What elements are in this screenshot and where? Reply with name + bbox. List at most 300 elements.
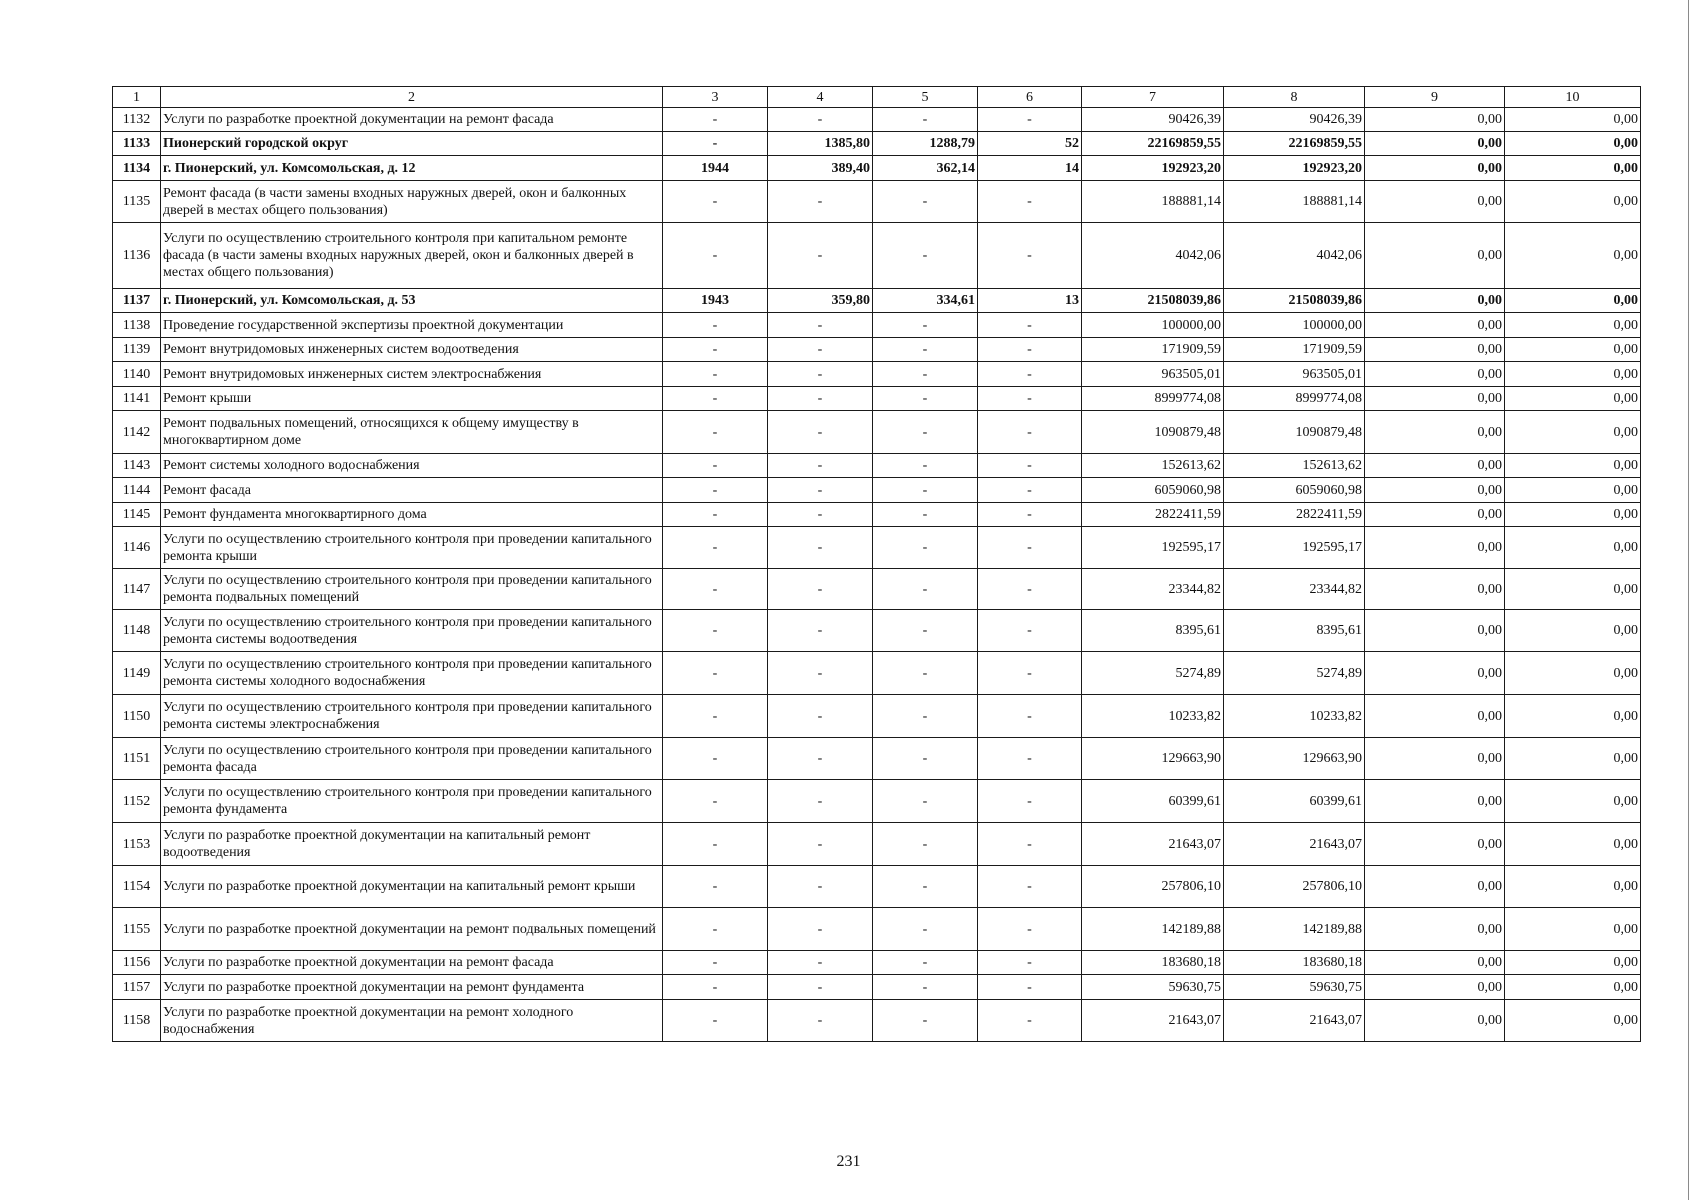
area-living-cell: 1288,79 bbox=[873, 132, 978, 156]
area-living-cell: - bbox=[873, 866, 978, 908]
row-number-cell: 1150 bbox=[113, 695, 161, 738]
table-row bbox=[113, 610, 1641, 652]
description-cell: Услуги по осуществлению строительного контроля при проведении капитального ремонта системы водоотведения bbox=[161, 610, 663, 652]
description-cell: Услуги по разработке проектной документации на капитальный ремонт водоотведения bbox=[161, 823, 663, 866]
year-cell: 1943 bbox=[663, 289, 768, 313]
table-row bbox=[113, 503, 1641, 527]
budget-cell: 0,00 bbox=[1365, 313, 1505, 338]
area-total-cell: - bbox=[768, 1000, 873, 1042]
description-cell: Услуги по разработке проектной документации на ремонт фундамента bbox=[161, 975, 663, 1000]
description-cell: Услуги по осуществлению строительного контроля при проведении капитального ремонта системы холодного водоснабжения bbox=[161, 652, 663, 695]
area-total-cell: - bbox=[768, 652, 873, 695]
row-number-cell: 1144 bbox=[113, 478, 161, 503]
year-cell: - bbox=[663, 338, 768, 362]
table-row bbox=[113, 289, 1641, 313]
area-total-cell: - bbox=[768, 738, 873, 780]
total-cost-cell: 22169859,55 bbox=[1082, 132, 1224, 156]
table-row bbox=[113, 908, 1641, 951]
fund-cost-cell: 21643,07 bbox=[1224, 1000, 1365, 1042]
year-cell: - bbox=[663, 362, 768, 387]
year-cell: - bbox=[663, 313, 768, 338]
description-cell: Услуги по осуществлению строительного контроля при проведении капитального ремонта фундамента bbox=[161, 780, 663, 823]
description-cell: Услуги по разработке проектной документации на ремонт холодного водоснабжения bbox=[161, 1000, 663, 1042]
area-total-cell: - bbox=[768, 695, 873, 738]
row-number-cell: 1139 bbox=[113, 338, 161, 362]
fund-cost-cell: 23344,82 bbox=[1224, 569, 1365, 610]
row-number-cell: 1143 bbox=[113, 454, 161, 478]
year-cell: - bbox=[663, 823, 768, 866]
other-funds-cell: 0,00 bbox=[1505, 223, 1641, 289]
description-cell: Услуги по разработке проектной документации на капитальный ремонт крыши bbox=[161, 866, 663, 908]
residents-cell: 13 bbox=[978, 289, 1082, 313]
area-total-cell: - bbox=[768, 387, 873, 411]
budget-cell: 0,00 bbox=[1365, 223, 1505, 289]
budget-cell: 0,00 bbox=[1365, 527, 1505, 569]
total-cost-cell: 963505,01 bbox=[1082, 362, 1224, 387]
description-cell: Услуги по осуществлению строительного контроля при капитальном ремонте фасада (в части замены входных наружных дверей, окон и балконных дверей в местах общего пользования) bbox=[161, 223, 663, 289]
table-row bbox=[113, 411, 1641, 454]
budget-cell: 0,00 bbox=[1365, 411, 1505, 454]
year-cell: - bbox=[663, 132, 768, 156]
residents-cell: 52 bbox=[978, 132, 1082, 156]
description-cell: Ремонт внутридомовых инженерных систем электроснабжения bbox=[161, 362, 663, 387]
total-cost-cell: 188881,14 bbox=[1082, 181, 1224, 223]
area-living-cell: - bbox=[873, 108, 978, 132]
area-living-cell: - bbox=[873, 780, 978, 823]
area-total-cell: - bbox=[768, 823, 873, 866]
area-living-cell: - bbox=[873, 478, 978, 503]
table-body bbox=[113, 108, 1641, 1042]
area-total-cell: - bbox=[768, 975, 873, 1000]
year-cell: - bbox=[663, 908, 768, 951]
year-cell: - bbox=[663, 866, 768, 908]
total-cost-cell: 142189,88 bbox=[1082, 908, 1224, 951]
description-cell: г. Пионерский, ул. Комсомольская, д. 53 bbox=[161, 289, 663, 313]
residents-cell: - bbox=[978, 1000, 1082, 1042]
area-total-cell: - bbox=[768, 478, 873, 503]
budget-cell: 0,00 bbox=[1365, 503, 1505, 527]
year-cell: 1944 bbox=[663, 156, 768, 181]
table-row bbox=[113, 738, 1641, 780]
row-number-cell: 1133 bbox=[113, 132, 161, 156]
table-row bbox=[113, 695, 1641, 738]
budget-cell: 0,00 bbox=[1365, 569, 1505, 610]
fund-cost-cell: 1090879,48 bbox=[1224, 411, 1365, 454]
area-living-cell: - bbox=[873, 223, 978, 289]
area-living-cell: - bbox=[873, 313, 978, 338]
residents-cell: - bbox=[978, 108, 1082, 132]
fund-cost-cell: 8395,61 bbox=[1224, 610, 1365, 652]
column-header: 6 bbox=[978, 87, 1082, 108]
total-cost-cell: 8395,61 bbox=[1082, 610, 1224, 652]
total-cost-cell: 4042,06 bbox=[1082, 223, 1224, 289]
total-cost-cell: 21643,07 bbox=[1082, 823, 1224, 866]
area-living-cell: - bbox=[873, 610, 978, 652]
other-funds-cell: 0,00 bbox=[1505, 181, 1641, 223]
year-cell: - bbox=[663, 780, 768, 823]
row-number-cell: 1137 bbox=[113, 289, 161, 313]
area-total-cell: - bbox=[768, 527, 873, 569]
budget-cell: 0,00 bbox=[1365, 610, 1505, 652]
area-total-cell: - bbox=[768, 503, 873, 527]
area-total-cell: - bbox=[768, 338, 873, 362]
description-cell: Услуги по разработке проектной документации на ремонт фасада bbox=[161, 951, 663, 975]
residents-cell: - bbox=[978, 738, 1082, 780]
fund-cost-cell: 188881,14 bbox=[1224, 181, 1365, 223]
area-living-cell: - bbox=[873, 951, 978, 975]
residents-cell: 14 bbox=[978, 156, 1082, 181]
residents-cell: - bbox=[978, 569, 1082, 610]
area-total-cell: - bbox=[768, 181, 873, 223]
table-row bbox=[113, 181, 1641, 223]
total-cost-cell: 21643,07 bbox=[1082, 1000, 1224, 1042]
column-header: 4 bbox=[768, 87, 873, 108]
area-living-cell: - bbox=[873, 387, 978, 411]
other-funds-cell: 0,00 bbox=[1505, 975, 1641, 1000]
other-funds-cell: 0,00 bbox=[1505, 387, 1641, 411]
fund-cost-cell: 2822411,59 bbox=[1224, 503, 1365, 527]
fund-cost-cell: 8999774,08 bbox=[1224, 387, 1365, 411]
table-row bbox=[113, 362, 1641, 387]
fund-cost-cell: 21508039,86 bbox=[1224, 289, 1365, 313]
fund-cost-cell: 90426,39 bbox=[1224, 108, 1365, 132]
year-cell: - bbox=[663, 411, 768, 454]
area-living-cell: - bbox=[873, 454, 978, 478]
total-cost-cell: 90426,39 bbox=[1082, 108, 1224, 132]
row-number-cell: 1148 bbox=[113, 610, 161, 652]
table-row bbox=[113, 108, 1641, 132]
fund-cost-cell: 6059060,98 bbox=[1224, 478, 1365, 503]
residents-cell: - bbox=[978, 362, 1082, 387]
table-row bbox=[113, 478, 1641, 503]
row-number-cell: 1152 bbox=[113, 780, 161, 823]
other-funds-cell: 0,00 bbox=[1505, 738, 1641, 780]
residents-cell: - bbox=[978, 908, 1082, 951]
total-cost-cell: 59630,75 bbox=[1082, 975, 1224, 1000]
column-header: 1 bbox=[113, 87, 161, 108]
residents-cell: - bbox=[978, 652, 1082, 695]
year-cell: - bbox=[663, 695, 768, 738]
column-header: 3 bbox=[663, 87, 768, 108]
table-row bbox=[113, 866, 1641, 908]
other-funds-cell: 0,00 bbox=[1505, 527, 1641, 569]
residents-cell: - bbox=[978, 338, 1082, 362]
year-cell: - bbox=[663, 569, 768, 610]
fund-cost-cell: 142189,88 bbox=[1224, 908, 1365, 951]
total-cost-cell: 23344,82 bbox=[1082, 569, 1224, 610]
area-living-cell: - bbox=[873, 181, 978, 223]
description-cell: Услуги по разработке проектной документации на ремонт подвальных помещений bbox=[161, 908, 663, 951]
area-living-cell: - bbox=[873, 695, 978, 738]
budget-cell: 0,00 bbox=[1365, 652, 1505, 695]
year-cell: - bbox=[663, 527, 768, 569]
budget-cell: 0,00 bbox=[1365, 780, 1505, 823]
other-funds-cell: 0,00 bbox=[1505, 951, 1641, 975]
total-cost-cell: 10233,82 bbox=[1082, 695, 1224, 738]
residents-cell: - bbox=[978, 223, 1082, 289]
description-cell: Ремонт системы холодного водоснабжения bbox=[161, 454, 663, 478]
area-total-cell: 1385,80 bbox=[768, 132, 873, 156]
row-number-cell: 1140 bbox=[113, 362, 161, 387]
area-total-cell: - bbox=[768, 866, 873, 908]
fund-cost-cell: 152613,62 bbox=[1224, 454, 1365, 478]
other-funds-cell: 0,00 bbox=[1505, 610, 1641, 652]
fund-cost-cell: 192923,20 bbox=[1224, 156, 1365, 181]
residents-cell: - bbox=[978, 780, 1082, 823]
area-total-cell: - bbox=[768, 780, 873, 823]
year-cell: - bbox=[663, 503, 768, 527]
residents-cell: - bbox=[978, 823, 1082, 866]
area-living-cell: 362,14 bbox=[873, 156, 978, 181]
area-living-cell: - bbox=[873, 362, 978, 387]
other-funds-cell: 0,00 bbox=[1505, 454, 1641, 478]
description-cell: г. Пионерский, ул. Комсомольская, д. 12 bbox=[161, 156, 663, 181]
other-funds-cell: 0,00 bbox=[1505, 132, 1641, 156]
table-row bbox=[113, 1000, 1641, 1042]
area-living-cell: - bbox=[873, 527, 978, 569]
budget-cell: 0,00 bbox=[1365, 951, 1505, 975]
fund-cost-cell: 183680,18 bbox=[1224, 951, 1365, 975]
residents-cell: - bbox=[978, 313, 1082, 338]
budget-cell: 0,00 bbox=[1365, 156, 1505, 181]
table-row bbox=[113, 823, 1641, 866]
area-living-cell: - bbox=[873, 652, 978, 695]
fund-cost-cell: 59630,75 bbox=[1224, 975, 1365, 1000]
total-cost-cell: 257806,10 bbox=[1082, 866, 1224, 908]
budget-cell: 0,00 bbox=[1365, 478, 1505, 503]
year-cell: - bbox=[663, 652, 768, 695]
year-cell: - bbox=[663, 951, 768, 975]
total-cost-cell: 129663,90 bbox=[1082, 738, 1224, 780]
table-row bbox=[113, 951, 1641, 975]
other-funds-cell: 0,00 bbox=[1505, 411, 1641, 454]
row-number-cell: 1158 bbox=[113, 1000, 161, 1042]
other-funds-cell: 0,00 bbox=[1505, 478, 1641, 503]
residents-cell: - bbox=[978, 866, 1082, 908]
budget-cell: 0,00 bbox=[1365, 289, 1505, 313]
total-cost-cell: 2822411,59 bbox=[1082, 503, 1224, 527]
area-total-cell: - bbox=[768, 908, 873, 951]
budget-cell: 0,00 bbox=[1365, 132, 1505, 156]
fund-cost-cell: 257806,10 bbox=[1224, 866, 1365, 908]
budget-cell: 0,00 bbox=[1365, 1000, 1505, 1042]
table-row bbox=[113, 527, 1641, 569]
fund-cost-cell: 171909,59 bbox=[1224, 338, 1365, 362]
year-cell: - bbox=[663, 108, 768, 132]
row-number-cell: 1147 bbox=[113, 569, 161, 610]
column-header: 10 bbox=[1505, 87, 1641, 108]
other-funds-cell: 0,00 bbox=[1505, 156, 1641, 181]
row-number-cell: 1132 bbox=[113, 108, 161, 132]
row-number-cell: 1138 bbox=[113, 313, 161, 338]
total-cost-cell: 60399,61 bbox=[1082, 780, 1224, 823]
other-funds-cell: 0,00 bbox=[1505, 289, 1641, 313]
other-funds-cell: 0,00 bbox=[1505, 108, 1641, 132]
description-cell: Услуги по разработке проектной документации на ремонт фасада bbox=[161, 108, 663, 132]
area-living-cell: - bbox=[873, 569, 978, 610]
row-number-cell: 1145 bbox=[113, 503, 161, 527]
residents-cell: - bbox=[978, 951, 1082, 975]
table-row bbox=[113, 338, 1641, 362]
column-number-header-row bbox=[113, 87, 1641, 108]
row-number-cell: 1136 bbox=[113, 223, 161, 289]
budget-cell: 0,00 bbox=[1365, 823, 1505, 866]
area-total-cell: - bbox=[768, 108, 873, 132]
repair-cost-table bbox=[112, 86, 1641, 1042]
row-number-cell: 1157 bbox=[113, 975, 161, 1000]
area-living-cell: - bbox=[873, 975, 978, 1000]
other-funds-cell: 0,00 bbox=[1505, 313, 1641, 338]
budget-cell: 0,00 bbox=[1365, 181, 1505, 223]
table-row bbox=[113, 652, 1641, 695]
row-number-cell: 1151 bbox=[113, 738, 161, 780]
fund-cost-cell: 129663,90 bbox=[1224, 738, 1365, 780]
description-cell: Ремонт фасада (в части замены входных наружных дверей, окон и балконных дверей в местах общего пользования) bbox=[161, 181, 663, 223]
residents-cell: - bbox=[978, 181, 1082, 223]
residents-cell: - bbox=[978, 975, 1082, 1000]
budget-cell: 0,00 bbox=[1365, 908, 1505, 951]
column-header: 5 bbox=[873, 87, 978, 108]
table-row bbox=[113, 132, 1641, 156]
total-cost-cell: 1090879,48 bbox=[1082, 411, 1224, 454]
area-living-cell: - bbox=[873, 738, 978, 780]
residents-cell: - bbox=[978, 411, 1082, 454]
other-funds-cell: 0,00 bbox=[1505, 1000, 1641, 1042]
budget-cell: 0,00 bbox=[1365, 866, 1505, 908]
description-cell: Услуги по осуществлению строительного контроля при проведении капитального ремонта подвальных помещений bbox=[161, 569, 663, 610]
description-cell: Услуги по осуществлению строительного контроля при проведении капитального ремонта крыши bbox=[161, 527, 663, 569]
row-number-cell: 1153 bbox=[113, 823, 161, 866]
table-row bbox=[113, 569, 1641, 610]
table-row bbox=[113, 387, 1641, 411]
table-row bbox=[113, 780, 1641, 823]
fund-cost-cell: 963505,01 bbox=[1224, 362, 1365, 387]
fund-cost-cell: 100000,00 bbox=[1224, 313, 1365, 338]
other-funds-cell: 0,00 bbox=[1505, 569, 1641, 610]
other-funds-cell: 0,00 bbox=[1505, 652, 1641, 695]
other-funds-cell: 0,00 bbox=[1505, 908, 1641, 951]
year-cell: - bbox=[663, 610, 768, 652]
budget-cell: 0,00 bbox=[1365, 695, 1505, 738]
year-cell: - bbox=[663, 181, 768, 223]
fund-cost-cell: 21643,07 bbox=[1224, 823, 1365, 866]
total-cost-cell: 152613,62 bbox=[1082, 454, 1224, 478]
row-number-cell: 1141 bbox=[113, 387, 161, 411]
description-cell: Ремонт внутридомовых инженерных систем водоотведения bbox=[161, 338, 663, 362]
area-total-cell: 389,40 bbox=[768, 156, 873, 181]
residents-cell: - bbox=[978, 387, 1082, 411]
residents-cell: - bbox=[978, 527, 1082, 569]
table-row bbox=[113, 454, 1641, 478]
total-cost-cell: 8999774,08 bbox=[1082, 387, 1224, 411]
residents-cell: - bbox=[978, 610, 1082, 652]
area-living-cell: - bbox=[873, 1000, 978, 1042]
fund-cost-cell: 60399,61 bbox=[1224, 780, 1365, 823]
row-number-cell: 1142 bbox=[113, 411, 161, 454]
description-cell: Проведение государственной экспертизы проектной документации bbox=[161, 313, 663, 338]
total-cost-cell: 171909,59 bbox=[1082, 338, 1224, 362]
budget-cell: 0,00 bbox=[1365, 338, 1505, 362]
year-cell: - bbox=[663, 975, 768, 1000]
total-cost-cell: 6059060,98 bbox=[1082, 478, 1224, 503]
year-cell: - bbox=[663, 223, 768, 289]
budget-cell: 0,00 bbox=[1365, 362, 1505, 387]
row-number-cell: 1135 bbox=[113, 181, 161, 223]
other-funds-cell: 0,00 bbox=[1505, 362, 1641, 387]
column-header: 9 bbox=[1365, 87, 1505, 108]
area-total-cell: - bbox=[768, 569, 873, 610]
total-cost-cell: 100000,00 bbox=[1082, 313, 1224, 338]
total-cost-cell: 21508039,86 bbox=[1082, 289, 1224, 313]
year-cell: - bbox=[663, 478, 768, 503]
row-number-cell: 1154 bbox=[113, 866, 161, 908]
year-cell: - bbox=[663, 387, 768, 411]
other-funds-cell: 0,00 bbox=[1505, 695, 1641, 738]
budget-cell: 0,00 bbox=[1365, 108, 1505, 132]
area-total-cell: 359,80 bbox=[768, 289, 873, 313]
table-row bbox=[113, 156, 1641, 181]
description-cell: Услуги по осуществлению строительного контроля при проведении капитального ремонта системы электроснабжения bbox=[161, 695, 663, 738]
row-number-cell: 1156 bbox=[113, 951, 161, 975]
description-cell: Ремонт фундамента многоквартирного дома bbox=[161, 503, 663, 527]
page-number: 231 bbox=[836, 1153, 861, 1170]
budget-cell: 0,00 bbox=[1365, 975, 1505, 1000]
area-total-cell: - bbox=[768, 313, 873, 338]
column-header: 7 bbox=[1082, 87, 1224, 108]
residents-cell: - bbox=[978, 695, 1082, 738]
other-funds-cell: 0,00 bbox=[1505, 338, 1641, 362]
residents-cell: - bbox=[978, 503, 1082, 527]
budget-cell: 0,00 bbox=[1365, 387, 1505, 411]
area-total-cell: - bbox=[768, 362, 873, 387]
column-header: 2 bbox=[161, 87, 663, 108]
year-cell: - bbox=[663, 738, 768, 780]
description-cell: Пионерский городской округ bbox=[161, 132, 663, 156]
other-funds-cell: 0,00 bbox=[1505, 780, 1641, 823]
page-edge-line bbox=[1688, 0, 1689, 1200]
area-living-cell: - bbox=[873, 908, 978, 951]
total-cost-cell: 192923,20 bbox=[1082, 156, 1224, 181]
row-number-cell: 1146 bbox=[113, 527, 161, 569]
row-number-cell: 1149 bbox=[113, 652, 161, 695]
area-total-cell: - bbox=[768, 411, 873, 454]
fund-cost-cell: 5274,89 bbox=[1224, 652, 1365, 695]
description-cell: Ремонт подвальных помещений, относящихся к общему имуществу в многоквартирном доме bbox=[161, 411, 663, 454]
total-cost-cell: 5274,89 bbox=[1082, 652, 1224, 695]
row-number-cell: 1134 bbox=[113, 156, 161, 181]
area-total-cell: - bbox=[768, 223, 873, 289]
area-total-cell: - bbox=[768, 454, 873, 478]
residents-cell: - bbox=[978, 454, 1082, 478]
table-row bbox=[113, 223, 1641, 289]
total-cost-cell: 183680,18 bbox=[1082, 951, 1224, 975]
other-funds-cell: 0,00 bbox=[1505, 866, 1641, 908]
description-cell: Ремонт фасада bbox=[161, 478, 663, 503]
description-cell: Услуги по осуществлению строительного контроля при проведении капитального ремонта фасада bbox=[161, 738, 663, 780]
area-living-cell: - bbox=[873, 338, 978, 362]
area-total-cell: - bbox=[768, 951, 873, 975]
other-funds-cell: 0,00 bbox=[1505, 823, 1641, 866]
fund-cost-cell: 4042,06 bbox=[1224, 223, 1365, 289]
area-living-cell: - bbox=[873, 823, 978, 866]
area-living-cell: 334,61 bbox=[873, 289, 978, 313]
column-header: 8 bbox=[1224, 87, 1365, 108]
area-living-cell: - bbox=[873, 411, 978, 454]
budget-cell: 0,00 bbox=[1365, 738, 1505, 780]
total-cost-cell: 192595,17 bbox=[1082, 527, 1224, 569]
year-cell: - bbox=[663, 1000, 768, 1042]
description-cell: Ремонт крыши bbox=[161, 387, 663, 411]
